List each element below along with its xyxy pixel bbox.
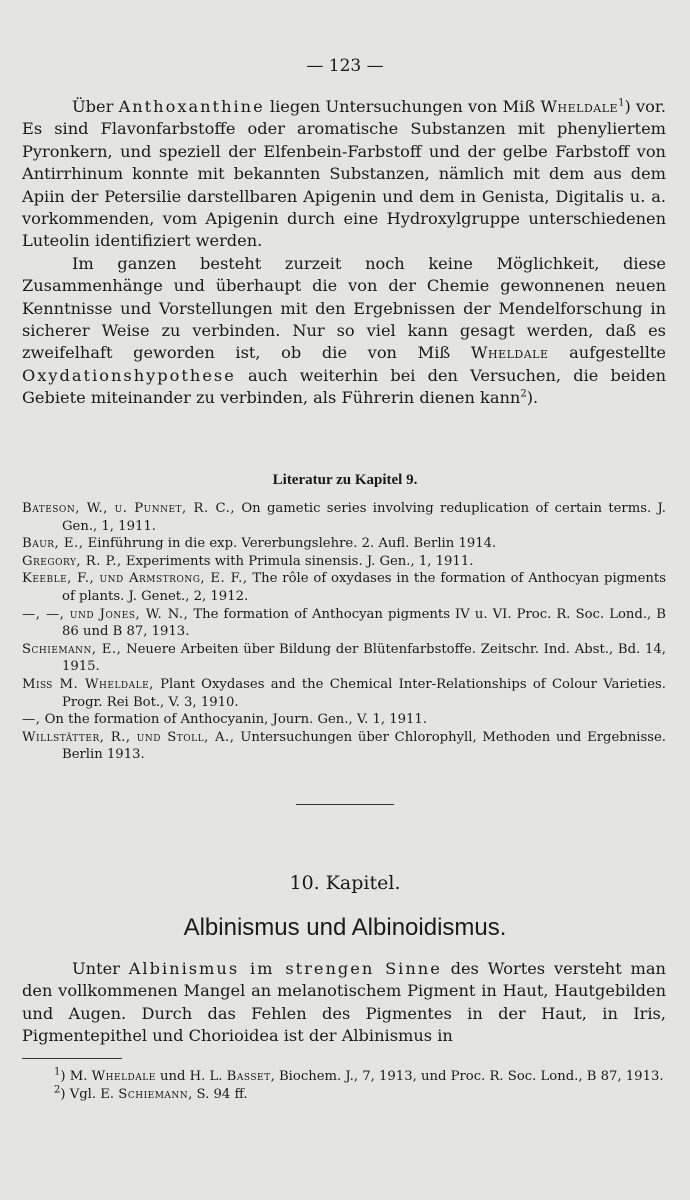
reference-text: The rôle of oxydases in the formation of Anthocyan pigments of plants. J. Genet., 2, 1912. [62,571,666,604]
reference-author: —, [22,712,41,728]
text-span: Im ganzen besteht zurzeit noch keine Möglichkeit, diese Zusammenhänge und überhaupt die von der Chemie gewonnenen neuen Kenntnisse und Vorstellungen mit den Ergebnissen der Mendelforschung in sicherer Weise zu verbinden. Nur so viel kann gesagt werden, daß es zweifelhaft geworden ist, ob die von Miß [22,253,666,363]
reference-item [22,535,666,553]
reference-author: Baur, E., [22,536,84,552]
chapter-title: Albinismus und Albinoidismus. [183,914,507,941]
author-name: Schiemann [118,1086,189,1102]
text-span: Unter [72,959,129,978]
spaced-term: Albinismus im strengen Sinne [128,959,442,978]
author-name: Wheldale [470,343,549,363]
reference-text: Plant Oxydases and the Chemical Inter-Relationships of Colour Varieties. Progr. Rei Bot., V. 3, 1910. [62,676,666,710]
reference-text: Neuere Arbeiten über Bildung der Blütenfarbstoffe. Zeitschr. Ind. Abst., Bd. 14, 1915. [62,641,666,675]
chapter-number: 10. Kapitel. [289,872,401,894]
author-name: Wheldale [540,97,619,116]
paragraph-conclusion [22,253,666,410]
reference-item [22,570,666,605]
chapter-text [22,958,666,1048]
reference-text: Untersuchungen über Chlorophyll, Methoden und Ergebnisse. Berlin 1913. [62,729,666,763]
text-span: , S. 94 ff. [188,1086,248,1102]
text-span: auch weiterhin bei den Versuchen, die beiden Gebiete miteinander zu verbinden, als Führerin dienen kann [22,365,666,408]
footnote-ref: 1 [618,97,625,109]
text-span: ) Vgl. E. [60,1086,119,1102]
reference-author: Gregory, R. P., [22,553,122,569]
reference-text: The formation of Anthocyan pigments IV u. VI. Proc. R. Soc. Lond., B 86 und B 87, 1913. [62,606,666,640]
reference-item [22,729,666,764]
literature-heading: Literatur zu Kapitel 9. [272,472,418,488]
text-span: ) M. [60,1069,92,1084]
reference-text: On gametic series involving reduplication of certain terms. J. Gen., 1, 1911. [62,501,666,534]
reference-text: On the formation of Anthocyanin, Journ. Gen., V. 1, 1911. [40,712,427,728]
reference-item [22,553,666,571]
paragraph-albinismus [22,958,666,1048]
reference-list [22,500,666,764]
text-span: aufgestellte [548,343,666,363]
reference-author: Willstätter, R., und Stoll, A., [22,729,235,745]
footnote-rule [22,1058,122,1059]
footnote-number: 1 [54,1066,61,1078]
reference-author: Bateson, W., u. Punnet, R. C., [22,501,236,516]
reference-author: —, —, und Jones, W. N., [22,606,189,622]
reference-author: Miß M. Wheldale, [22,676,154,692]
text-span: , Biochem. J., 7, 1913, und Proc. R. Soc. Lond., B 87, 1913. [270,1069,664,1084]
reference-author: Schiemann, E., [22,641,122,657]
footnote-number: 2 [54,1084,61,1096]
text-span: Über [72,97,119,116]
reference-item [22,606,666,641]
author-name: Wheldale [91,1069,156,1084]
text-span: ) vor. Es sind Flavonfarbstoffe oder aromatische Substanzen mit phenyliertem Pyronkern, und speziell der Elfenbein-Farbstoff und der gelbe Farbstoff von Antirrhinum konnte mit bekannten Substanzen, nämlich mit dem aus dem Apiin der Petersilie darstellbaren Apigenin und dem in Genista, Digitalis u. a. vorkommenden, vom Apigenin durch eine Hydroxylgruppe unterschiedenen Luteolin identifiziert werden. [22,97,666,251]
page-number: — 123 — [306,56,384,76]
text-span: des Wortes versteht man den vollkommenen Mangel an melanotischem Pigment in Haut, Hautgebilden und Augen. Durch das Fehlen des Pigmentes in der Haut, in Iris, Pigmentepithel und Chorioidea ist der Albinismus in [22,959,666,1046]
main-text [22,96,666,410]
author-name: Basset [226,1069,271,1084]
section-divider [296,804,394,805]
text-span: und H. L. [155,1069,227,1084]
reference-item [22,500,666,535]
text-span: liegen Untersuchungen von Miß [264,97,541,116]
reference-item [22,711,666,729]
text-span: ). [526,388,539,408]
reference-text: Experiments with Primula sinensis. J. Gen., 1, 1911. [121,553,474,569]
paragraph-anthoxanthine [22,96,666,253]
reference-text: Einführung in die exp. Vererbungslehre. 2. Aufl. Berlin 1914. [83,536,497,552]
footnotes [22,1068,666,1103]
spaced-term: Anthoxanthine [118,97,265,116]
footnote-1 [22,1068,666,1086]
spaced-term: Oxydationshypothese [22,365,236,385]
reference-item [22,641,666,676]
reference-item [22,676,666,711]
reference-author: Keeble, F., und Armstrong, E. F., [22,571,248,587]
footnote-ref: 2 [520,388,527,400]
footnote-2 [22,1086,666,1104]
